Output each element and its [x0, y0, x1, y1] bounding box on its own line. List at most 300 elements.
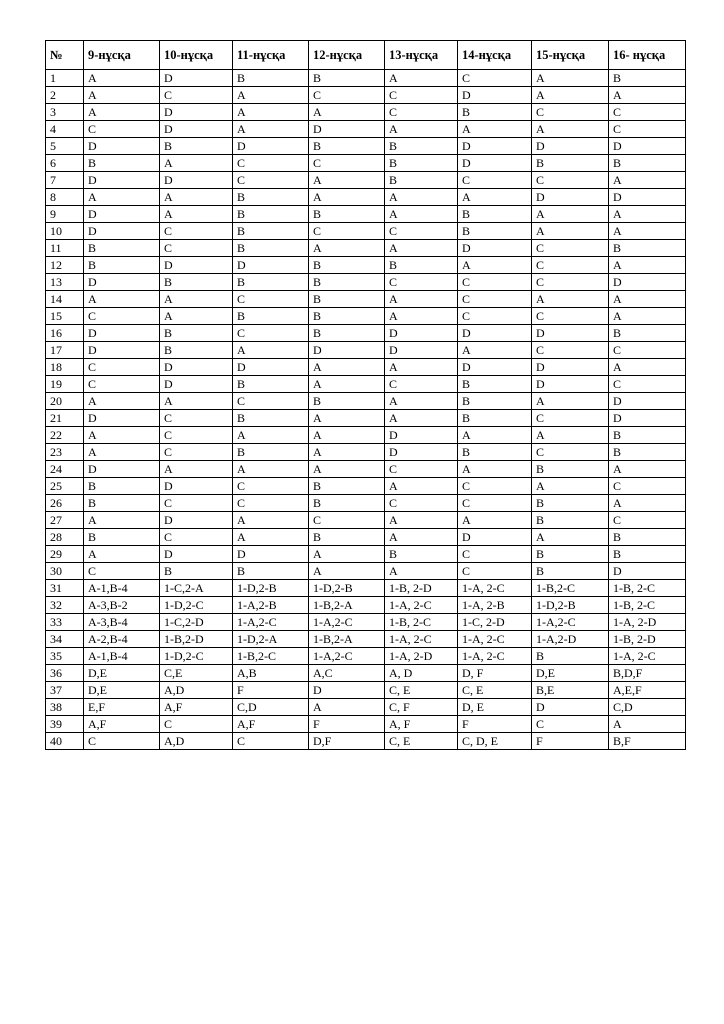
question-number-cell: 6 — [46, 155, 84, 172]
table-row — [46, 410, 686, 427]
answer-cell: C — [458, 274, 532, 291]
answer-cell: A — [532, 206, 609, 223]
answer-cell: A — [160, 308, 233, 325]
answer-cell: A — [609, 87, 686, 104]
answer-cell: 1-B,2-C — [532, 580, 609, 597]
answer-cell: A — [385, 291, 458, 308]
answer-cell: B — [609, 240, 686, 257]
answer-cell: A,F — [233, 716, 309, 733]
table-row — [46, 87, 686, 104]
question-number-cell: 34 — [46, 631, 84, 648]
answer-cell: A — [385, 563, 458, 580]
answer-cell: B — [385, 257, 458, 274]
answer-cell: 1-A, 2-C — [458, 648, 532, 665]
question-number-cell: 31 — [46, 580, 84, 597]
answer-cell: D — [532, 189, 609, 206]
table-row — [46, 138, 686, 155]
question-number-cell: 15 — [46, 308, 84, 325]
answer-cell: A — [233, 342, 309, 359]
table-row — [46, 104, 686, 121]
answer-cell: D — [609, 393, 686, 410]
answer-cell: A — [532, 291, 609, 308]
answer-cell: B — [609, 546, 686, 563]
answer-cell: A — [309, 189, 385, 206]
answer-cell: A — [385, 529, 458, 546]
answer-cell: B — [84, 155, 160, 172]
answer-cell: B — [309, 206, 385, 223]
answer-cell: A — [385, 512, 458, 529]
answer-cell: D — [458, 359, 532, 376]
answer-cell: A — [84, 512, 160, 529]
answer-cell: A — [385, 410, 458, 427]
answer-cell: A — [233, 461, 309, 478]
header-variant-13: 13-нұсқа — [385, 41, 458, 70]
table-body — [46, 70, 686, 750]
answer-cell: C,D — [233, 699, 309, 716]
table-row — [46, 257, 686, 274]
header-variant-9: 9-нұсқа — [84, 41, 160, 70]
answer-cell: B — [160, 325, 233, 342]
answer-cell: F — [309, 716, 385, 733]
answer-cell: A — [309, 461, 385, 478]
table-row — [46, 682, 686, 699]
answer-cell: A — [609, 172, 686, 189]
answer-cell: C — [532, 274, 609, 291]
answer-cell: 1-A,2-C — [309, 648, 385, 665]
answer-cell: 1-D,2-A — [233, 631, 309, 648]
header-variant-11: 11-нұсқа — [233, 41, 309, 70]
question-number-cell: 27 — [46, 512, 84, 529]
table-row — [46, 512, 686, 529]
question-number-cell: 28 — [46, 529, 84, 546]
answer-cell: B — [84, 495, 160, 512]
answer-cell: B — [233, 410, 309, 427]
answer-cell: A — [609, 206, 686, 223]
answer-cell: D — [385, 427, 458, 444]
answer-cell: B — [458, 206, 532, 223]
answer-cell: 1-A,2-D — [532, 631, 609, 648]
answer-cell: C — [160, 427, 233, 444]
answer-cell: A,B — [233, 665, 309, 682]
answer-cell: 1-B,2-D — [160, 631, 233, 648]
answer-cell: D — [160, 172, 233, 189]
answer-cell: 1-D,2-C — [160, 648, 233, 665]
answer-cell: A — [385, 121, 458, 138]
answer-cell: C — [385, 376, 458, 393]
answer-cell: C — [160, 87, 233, 104]
table-row — [46, 206, 686, 223]
answer-cell: C — [532, 104, 609, 121]
answer-cell: A — [385, 189, 458, 206]
answer-cell: C — [458, 546, 532, 563]
header-row — [46, 41, 686, 70]
answer-cell: D — [309, 682, 385, 699]
answer-cell: C, E — [458, 682, 532, 699]
answer-cell: A — [385, 393, 458, 410]
answer-cell: B — [532, 495, 609, 512]
answer-cell: 1-B,2-A — [309, 631, 385, 648]
answer-cell: A — [84, 104, 160, 121]
answer-cell: C — [309, 223, 385, 240]
answer-cell: A — [385, 240, 458, 257]
answer-cell: B — [309, 138, 385, 155]
answer-cell: D — [458, 240, 532, 257]
answer-cell: B,E — [532, 682, 609, 699]
question-number-cell: 4 — [46, 121, 84, 138]
answer-cell: B — [84, 257, 160, 274]
question-number-cell: 32 — [46, 597, 84, 614]
answer-cell: D — [84, 342, 160, 359]
answer-cell: C — [84, 121, 160, 138]
answer-cell: C — [385, 104, 458, 121]
question-number-cell: 16 — [46, 325, 84, 342]
answer-cell: D — [609, 410, 686, 427]
answer-cell: D — [160, 478, 233, 495]
answer-cell: C — [233, 291, 309, 308]
answer-cell: D — [385, 342, 458, 359]
answer-cell: B — [84, 529, 160, 546]
answer-cell: A — [609, 359, 686, 376]
answer-cell: A — [160, 206, 233, 223]
answer-cell: D — [84, 206, 160, 223]
answer-cell: C — [458, 478, 532, 495]
answer-cell: A — [385, 206, 458, 223]
answer-cell: F — [532, 733, 609, 750]
answer-cell: C — [233, 172, 309, 189]
answer-cell: B — [233, 274, 309, 291]
answer-cell: C — [309, 512, 385, 529]
question-number-cell: 35 — [46, 648, 84, 665]
answer-cell: A,C — [309, 665, 385, 682]
answer-cell: A — [385, 478, 458, 495]
table-row — [46, 427, 686, 444]
answer-cell: A — [385, 359, 458, 376]
answer-cell: B — [458, 104, 532, 121]
answer-cell: B — [309, 478, 385, 495]
answer-cell: 1-A, 2-C — [458, 631, 532, 648]
answer-cell: C — [160, 223, 233, 240]
answer-cell: A — [84, 427, 160, 444]
answer-key-table — [45, 40, 686, 750]
answer-cell: C, F — [385, 699, 458, 716]
header-variant-16: 16- нұсқа — [609, 41, 686, 70]
table-row — [46, 563, 686, 580]
question-number-cell: 30 — [46, 563, 84, 580]
answer-cell: B — [532, 461, 609, 478]
answer-cell: B — [233, 206, 309, 223]
table-row — [46, 733, 686, 750]
answer-cell: B — [233, 240, 309, 257]
question-number-cell: 23 — [46, 444, 84, 461]
answer-cell: A — [309, 376, 385, 393]
answer-cell: D — [160, 121, 233, 138]
answer-cell: A-3,B-2 — [84, 597, 160, 614]
answer-cell: A — [233, 512, 309, 529]
answer-cell: D — [84, 325, 160, 342]
answer-cell: C — [84, 376, 160, 393]
answer-cell: D — [160, 376, 233, 393]
answer-cell: C — [84, 563, 160, 580]
answer-cell: C — [84, 733, 160, 750]
answer-cell: A-1,B-4 — [84, 580, 160, 597]
answer-cell: A — [160, 189, 233, 206]
answer-cell: B — [532, 155, 609, 172]
answer-cell: B — [84, 478, 160, 495]
answer-cell: E,F — [84, 699, 160, 716]
header-variant-14: 14-нұсқа — [458, 41, 532, 70]
answer-cell: D — [609, 138, 686, 155]
answer-cell: D, E — [458, 699, 532, 716]
answer-cell: C — [233, 495, 309, 512]
answer-cell: B — [458, 376, 532, 393]
answer-cell: A — [609, 257, 686, 274]
answer-cell: A — [532, 393, 609, 410]
answer-cell: A — [532, 529, 609, 546]
table-row — [46, 631, 686, 648]
answer-cell: A — [84, 546, 160, 563]
answer-cell: 1-A, 2-D — [385, 648, 458, 665]
answer-cell: D — [309, 342, 385, 359]
answer-cell: B — [458, 410, 532, 427]
answer-cell: C — [84, 308, 160, 325]
answer-cell: D — [160, 257, 233, 274]
table-row — [46, 665, 686, 682]
answer-cell: B — [309, 325, 385, 342]
answer-cell: 1-A,2-C — [233, 614, 309, 631]
question-number-cell: 9 — [46, 206, 84, 223]
answer-cell: C — [309, 155, 385, 172]
answer-cell: C — [160, 240, 233, 257]
question-number-cell: 38 — [46, 699, 84, 716]
answer-cell: D — [84, 223, 160, 240]
answer-cell: B — [609, 529, 686, 546]
answer-cell: B — [309, 257, 385, 274]
answer-cell: A,D — [160, 682, 233, 699]
answer-cell: B — [233, 189, 309, 206]
answer-cell: A — [84, 70, 160, 87]
answer-cell: C — [385, 461, 458, 478]
question-number-cell: 13 — [46, 274, 84, 291]
table-row — [46, 648, 686, 665]
answer-cell: C — [84, 359, 160, 376]
answer-cell: C — [385, 223, 458, 240]
answer-cell: A — [609, 461, 686, 478]
answer-cell: C — [458, 172, 532, 189]
answer-cell: D — [309, 121, 385, 138]
answer-cell: D — [160, 70, 233, 87]
answer-cell: D — [84, 138, 160, 155]
question-number-cell: 36 — [46, 665, 84, 682]
answer-cell: D — [385, 444, 458, 461]
answer-cell: C — [160, 716, 233, 733]
question-number-cell: 25 — [46, 478, 84, 495]
answer-cell: C — [160, 495, 233, 512]
answer-cell: D — [609, 189, 686, 206]
answer-cell: 1-C,2-A — [160, 580, 233, 597]
answer-cell: B — [160, 138, 233, 155]
table-row — [46, 70, 686, 87]
answer-cell: C — [233, 393, 309, 410]
answer-cell: C — [385, 495, 458, 512]
answer-cell: B — [385, 155, 458, 172]
answer-cell: B — [309, 70, 385, 87]
table-row — [46, 461, 686, 478]
table-row — [46, 308, 686, 325]
header-variant-15: 15-нұсқа — [532, 41, 609, 70]
answer-cell: A — [609, 291, 686, 308]
answer-cell: A — [233, 87, 309, 104]
answer-cell: A — [309, 104, 385, 121]
question-number-cell: 14 — [46, 291, 84, 308]
answer-cell: C — [160, 410, 233, 427]
answer-cell: C — [385, 274, 458, 291]
answer-cell: C — [609, 478, 686, 495]
answer-cell: B — [532, 648, 609, 665]
answer-cell: A — [458, 342, 532, 359]
answer-cell: D — [609, 274, 686, 291]
answer-cell: A — [309, 359, 385, 376]
answer-cell: 1-A, 2-C — [385, 597, 458, 614]
answer-cell: C — [309, 87, 385, 104]
answer-cell: D — [233, 546, 309, 563]
answer-cell: C — [532, 342, 609, 359]
table-row — [46, 223, 686, 240]
answer-cell: C — [609, 342, 686, 359]
table-row — [46, 614, 686, 631]
answer-cell: 1-D,2-C — [160, 597, 233, 614]
answer-cell: A — [458, 189, 532, 206]
answer-cell: C — [609, 104, 686, 121]
answer-cell: C — [458, 70, 532, 87]
question-number-cell: 17 — [46, 342, 84, 359]
header-variant-10: 10-нұсқа — [160, 41, 233, 70]
answer-cell: B — [385, 172, 458, 189]
answer-cell: B — [458, 444, 532, 461]
answer-cell: D,E — [84, 682, 160, 699]
table-row — [46, 359, 686, 376]
answer-cell: 1-B, 2-C — [609, 597, 686, 614]
question-number-cell: 7 — [46, 172, 84, 189]
answer-cell: B — [609, 70, 686, 87]
question-number-cell: 19 — [46, 376, 84, 393]
answer-cell: C,E — [160, 665, 233, 682]
answer-cell: C — [160, 529, 233, 546]
answer-cell: 1-A, 2-B — [458, 597, 532, 614]
answer-cell: A — [532, 223, 609, 240]
question-number-cell: 22 — [46, 427, 84, 444]
answer-cell: D — [458, 87, 532, 104]
answer-cell: A, F — [385, 716, 458, 733]
table-row — [46, 529, 686, 546]
answer-cell: A — [609, 495, 686, 512]
answer-cell: D — [609, 563, 686, 580]
answer-cell: B — [309, 274, 385, 291]
answer-cell: C — [233, 733, 309, 750]
answer-cell: C — [532, 716, 609, 733]
answer-cell: A — [309, 444, 385, 461]
question-number-cell: 37 — [46, 682, 84, 699]
answer-cell: B — [233, 444, 309, 461]
answer-cell: A — [309, 172, 385, 189]
answer-cell: 1-A, 2-C — [609, 648, 686, 665]
answer-cell: A — [458, 461, 532, 478]
answer-cell: A — [532, 478, 609, 495]
answer-cell: D — [84, 410, 160, 427]
table-row — [46, 393, 686, 410]
answer-cell: C — [233, 155, 309, 172]
question-number-cell: 11 — [46, 240, 84, 257]
table-row — [46, 121, 686, 138]
answer-cell: C — [160, 444, 233, 461]
answer-cell: A — [458, 257, 532, 274]
answer-cell: B — [609, 444, 686, 461]
table-row — [46, 376, 686, 393]
answer-cell: B — [458, 393, 532, 410]
answer-cell: A — [309, 699, 385, 716]
table-row — [46, 444, 686, 461]
answer-cell: A — [458, 512, 532, 529]
question-number-cell: 12 — [46, 257, 84, 274]
header-variant-12: 12-нұсқа — [309, 41, 385, 70]
answer-cell: D — [385, 325, 458, 342]
table-row — [46, 240, 686, 257]
answer-cell: C,D — [609, 699, 686, 716]
question-number-cell: 29 — [46, 546, 84, 563]
answer-cell: C, E — [385, 733, 458, 750]
answer-cell: A,D — [160, 733, 233, 750]
answer-cell: 1-A, 2-C — [458, 580, 532, 597]
answer-cell: D — [233, 138, 309, 155]
answer-cell: A — [458, 427, 532, 444]
answer-cell: 1-B,2-C — [233, 648, 309, 665]
answer-cell: A-2,B-4 — [84, 631, 160, 648]
answer-cell: A,F — [160, 699, 233, 716]
answer-cell: D — [458, 138, 532, 155]
answer-cell: D — [532, 138, 609, 155]
answer-cell: 1-B, 2-D — [609, 631, 686, 648]
answer-cell: D — [160, 512, 233, 529]
answer-cell: B — [458, 223, 532, 240]
answer-cell: A — [532, 121, 609, 138]
answer-cell: D, F — [458, 665, 532, 682]
answer-cell: A — [160, 291, 233, 308]
answer-cell: A,F — [84, 716, 160, 733]
answer-cell: C, E — [385, 682, 458, 699]
table-row — [46, 716, 686, 733]
answer-cell: D — [160, 104, 233, 121]
answer-cell: A — [385, 70, 458, 87]
answer-cell: D — [458, 155, 532, 172]
question-number-cell: 24 — [46, 461, 84, 478]
question-number-cell: 8 — [46, 189, 84, 206]
answer-cell: A — [309, 427, 385, 444]
answer-cell: B — [233, 70, 309, 87]
answer-cell: A — [233, 529, 309, 546]
answer-cell: B — [233, 223, 309, 240]
answer-cell: D — [458, 325, 532, 342]
question-number-cell: 18 — [46, 359, 84, 376]
answer-cell: A — [160, 461, 233, 478]
answer-cell: B — [84, 240, 160, 257]
answer-cell: C — [609, 376, 686, 393]
answer-cell: C, D, E — [458, 733, 532, 750]
answer-cell: C — [233, 478, 309, 495]
answer-cell: A — [532, 70, 609, 87]
answer-cell: B — [532, 563, 609, 580]
answer-cell: B,F — [609, 733, 686, 750]
answer-cell: B — [532, 546, 609, 563]
answer-cell: A — [385, 308, 458, 325]
